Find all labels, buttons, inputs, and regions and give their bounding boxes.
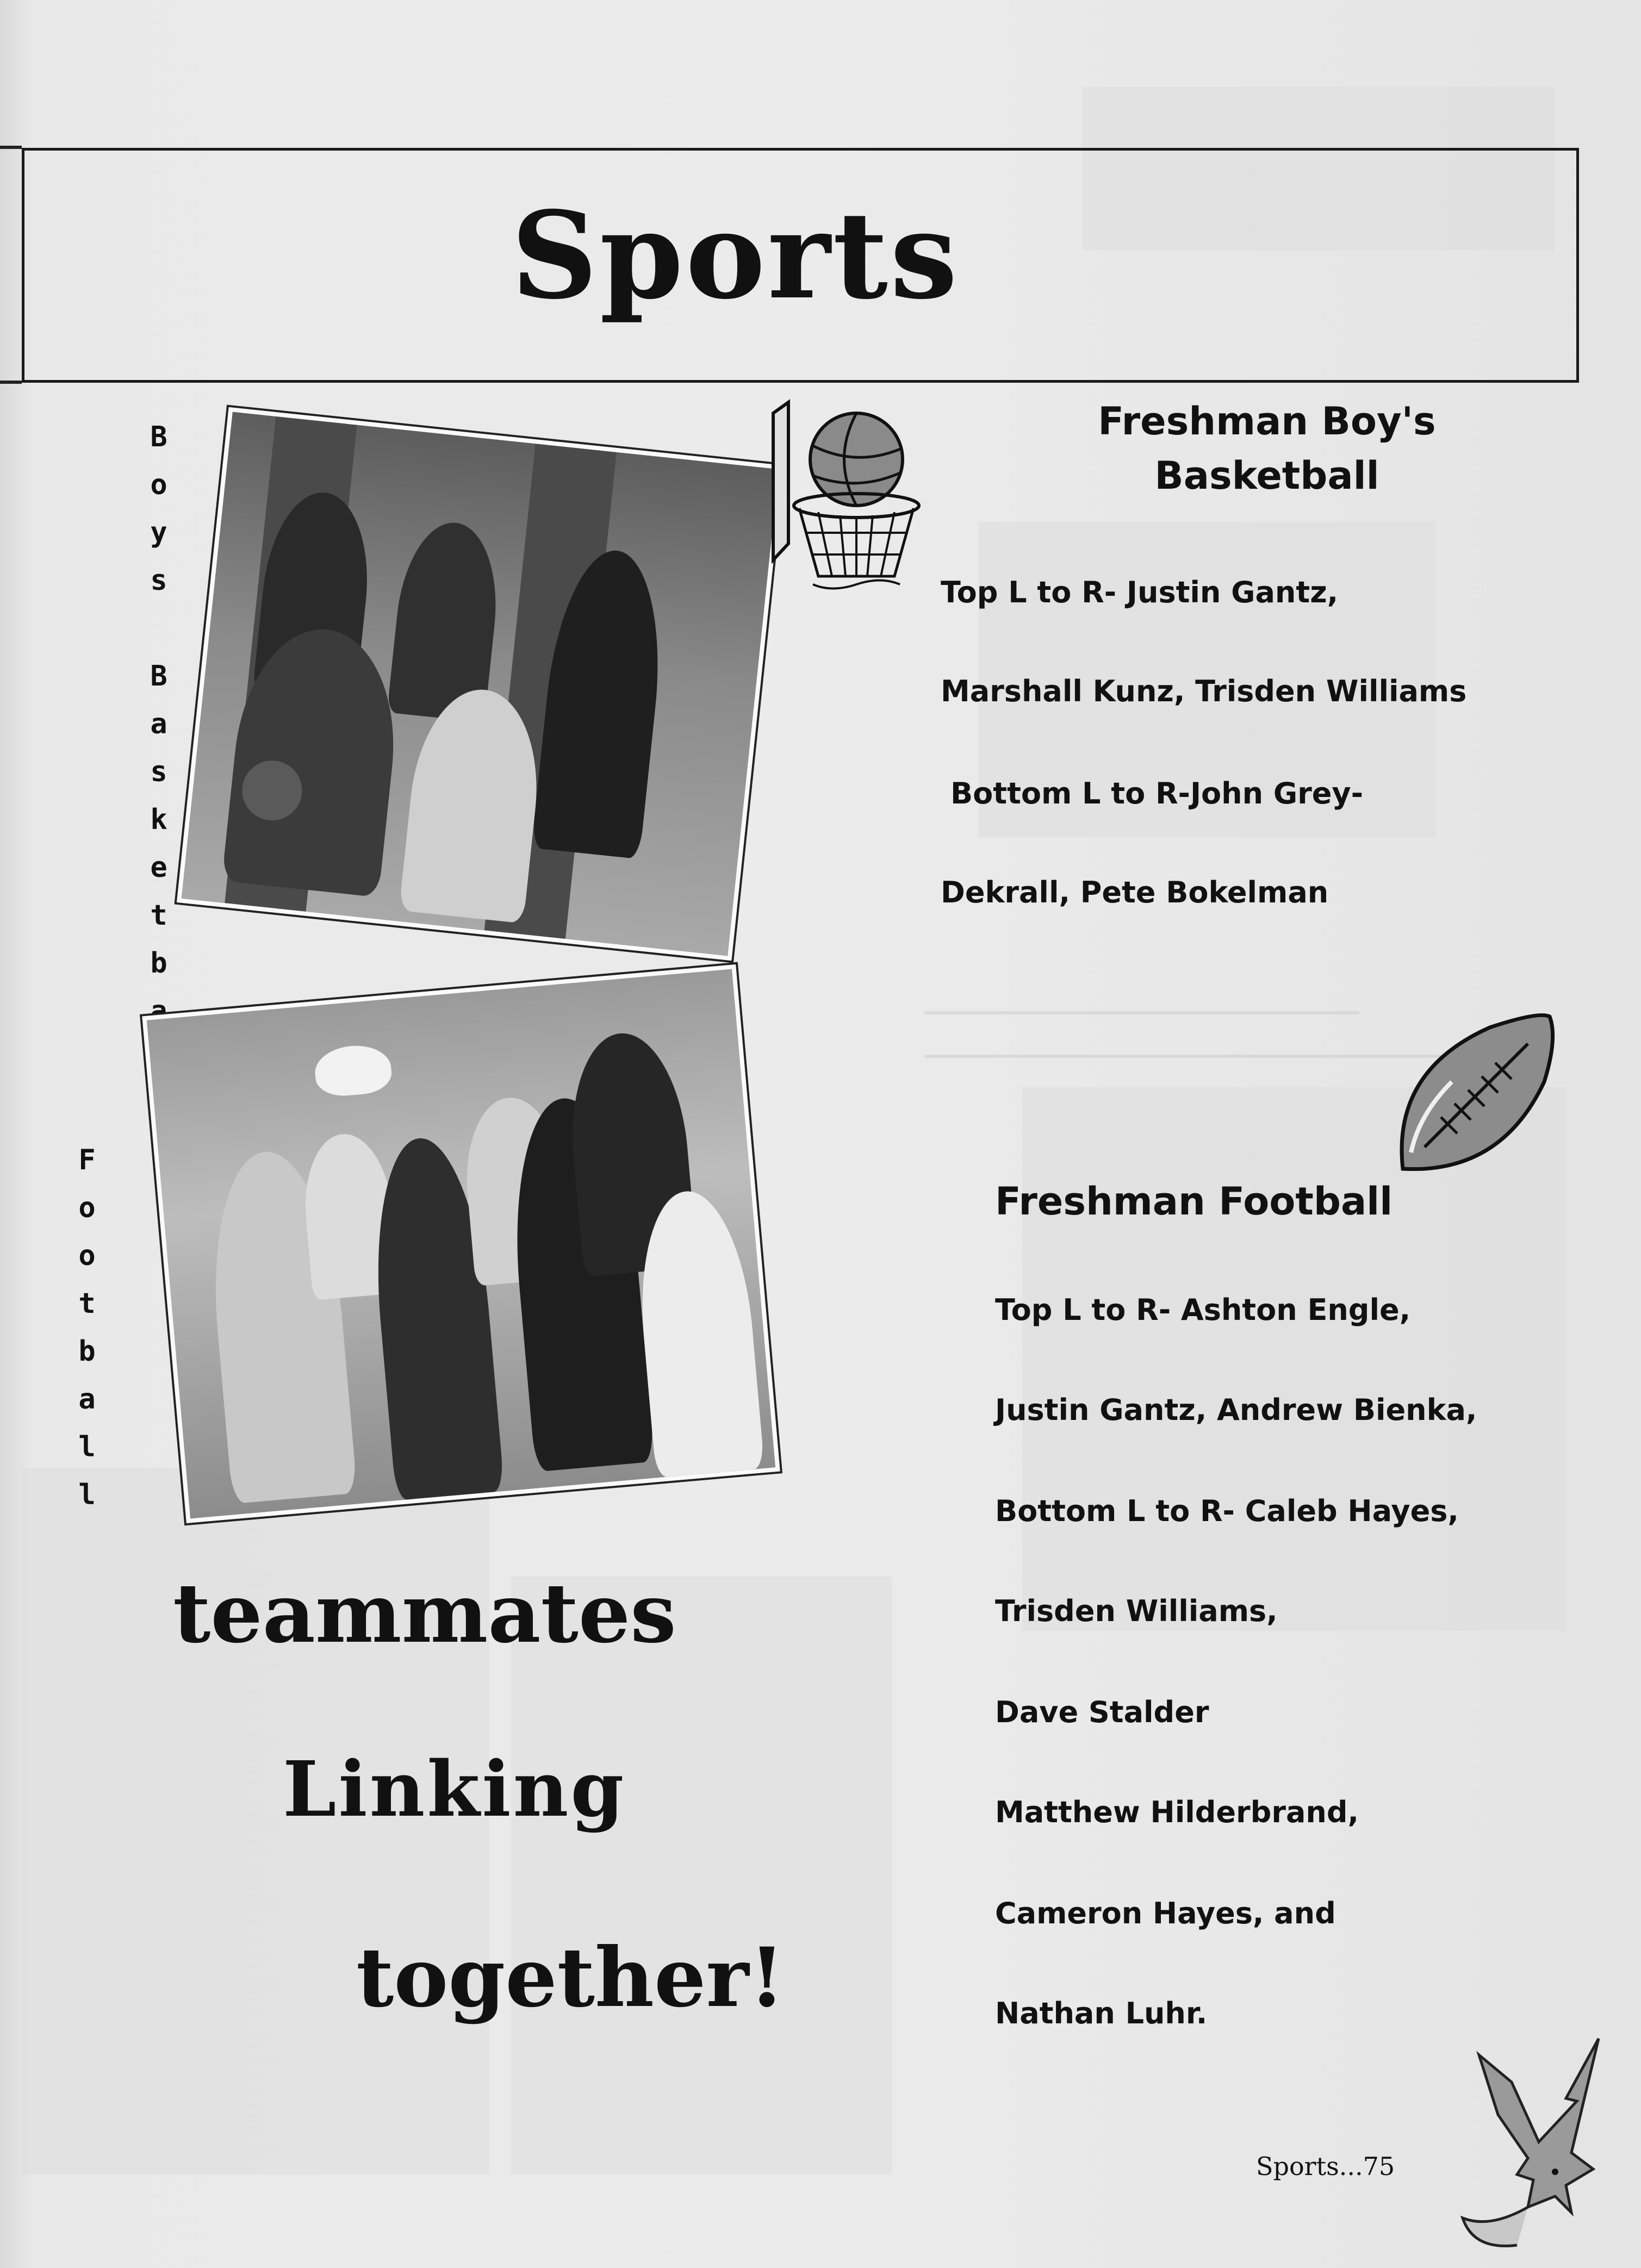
football-team-photo <box>142 964 780 1523</box>
basketball-hoop-icon <box>767 397 924 603</box>
football-line: Dave Stalder <box>995 1695 1209 1729</box>
football-icon <box>1381 1006 1561 1191</box>
football-line: Matthew Hilderbrand, <box>995 1795 1359 1829</box>
vertical-label-letter: a <box>150 995 167 1027</box>
basketball-team-photo <box>177 407 784 961</box>
dragon-mascot-icon <box>1446 2033 1626 2261</box>
basketball-heading-line2: Basketball <box>1154 453 1379 498</box>
vertical-label-letter: a <box>150 708 167 740</box>
football-line: Nathan Luhr. <box>995 1996 1208 2030</box>
football-vertical-label <box>71 1136 103 1519</box>
basketball-line: Top L to R- Justin Gantz, <box>941 575 1339 609</box>
basketball-line: Dekrall, Pete Bokelman <box>941 875 1329 909</box>
football-heading: Freshman Football <box>995 1179 1393 1224</box>
vertical-label-letter: B <box>150 660 167 693</box>
vertical-label-letter: l <box>78 1479 96 1511</box>
football-line: Top L to R- Ashton Engle, <box>995 1293 1411 1327</box>
vertical-label-letter: s <box>150 756 167 788</box>
vertical-label-letter: t <box>78 1287 96 1320</box>
vertical-label-letter: t <box>150 899 167 932</box>
vertical-label-letter: F <box>78 1144 96 1176</box>
vertical-label-letter: l <box>78 1431 96 1463</box>
vertical-label-letter: s <box>150 564 167 597</box>
football-line: Cameron Hayes, and <box>995 1896 1336 1930</box>
bleed-through-block <box>511 1577 892 2174</box>
vertical-label-letter: k <box>150 803 167 836</box>
slogan-line-teammates: teammates <box>173 1566 676 1661</box>
slogan-line-together: together! <box>356 1930 785 2026</box>
vertical-label-letter: o <box>78 1192 96 1224</box>
vertical-label-letter: b <box>78 1335 96 1368</box>
margin-rule <box>0 146 22 149</box>
vertical-label-letter: a <box>78 1383 96 1416</box>
page-title: Sports <box>511 185 960 326</box>
bleed-through-line <box>924 1011 1359 1014</box>
vertical-label-letter: e <box>150 851 167 884</box>
page-number-footer: Sports...75 <box>1256 2152 1395 2181</box>
vertical-label-letter: o <box>78 1239 96 1272</box>
basketball-line: Bottom L to R-John Grey- <box>950 776 1364 811</box>
vertical-label-letter: B <box>150 421 167 453</box>
football-line: Justin Gantz, Andrew Bienka, <box>995 1393 1477 1427</box>
football-line: Trisden Williams, <box>995 1594 1278 1628</box>
vertical-label-letter <box>142 605 175 652</box>
slogan-line-linking: Linking <box>283 1745 626 1834</box>
margin-rule <box>0 381 22 384</box>
basketball-line: Marshall Kunz, Trisden Williams <box>941 674 1467 708</box>
basketball-heading <box>1028 394 1506 503</box>
basketball-heading-line1: Freshman Boy's <box>1098 399 1436 444</box>
vertical-label-letter: o <box>150 469 167 501</box>
football-line: Bottom L to R- Caleb Hayes, <box>995 1494 1459 1528</box>
vertical-label-letter: b <box>150 947 167 980</box>
vertical-label-letter: y <box>150 516 167 549</box>
